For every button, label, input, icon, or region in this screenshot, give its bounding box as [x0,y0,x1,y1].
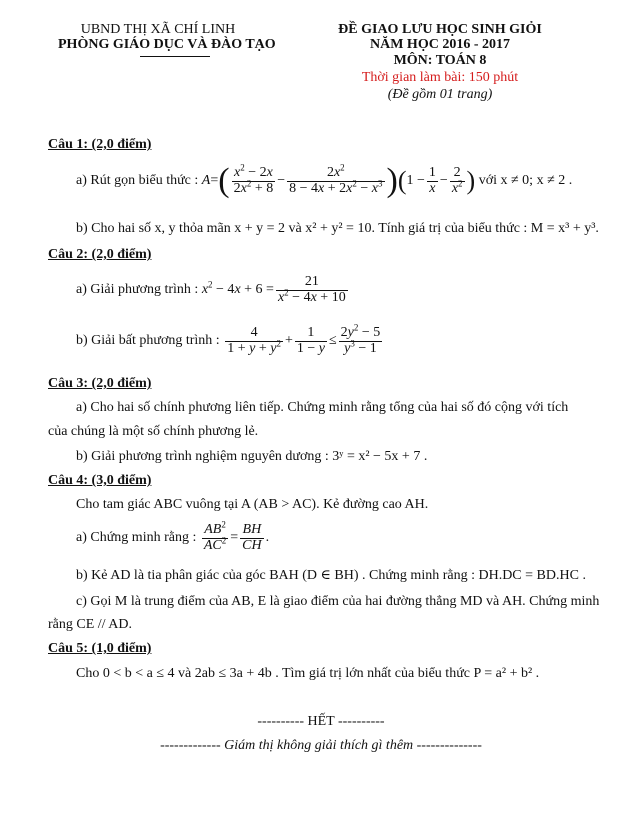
q4-title: Câu 4: (3,0 điểm) [48,473,152,488]
footer-note: ------------- Giám thị không giải thích gì thêm -------------- [160,738,482,753]
q2a [76,275,350,305]
q4a-text: a) Chứng minh rằng : [76,530,200,546]
header-left-divider [140,56,210,57]
header-left-line2: PHÒNG GIÁO DỤC VÀ ĐÀO TẠO [58,37,276,52]
q3a-line1: a) Cho hai số chính phương liên tiếp. Chứng minh rằng tổng của hai số đó cộng với tích [76,400,569,415]
header-subject: MÔN: TOÁN 8 [393,53,487,68]
q1a-expression: A=( $\frac{x^2 - 2x}{2x^2 + 8}$ − $\frac{2x^2}{8 - 4x + 2x^2 - x^3}$ )(1 − $\frac{1}{x}$ − $\frac{2}{x^2}$ ) [201,162,476,199]
q1a-text: a) Rút gọn biểu thức : [76,173,202,188]
header-right-line1: ĐỀ GIAO LƯU HỌC SINH GIỎI [338,22,542,37]
header-left-line1: UBND THỊ XÃ CHÍ LINH [80,22,236,37]
q4c-line1: c) Gọi M là trung điểm của AB, E là giao điểm của hai đường thẳng MD và AH. Chứng minh [76,594,600,609]
q4a [76,519,270,553]
q2b-inequality: $\frac{4}{1 + y + y^2}$ + $\frac{1}{1 - y}$ ≤ $\frac{2y^2 - 5}{y^3 - 1}$ [227,322,381,356]
q5-title: Câu 5: (1,0 điểm) [48,641,152,656]
q1-title: Câu 1: (2,0 điểm) [48,137,152,152]
q4c-line2: rằng CE // AD. [48,617,132,632]
footer-end: ---------- HẾT ---------- [257,714,385,729]
q2b-text: b) Giải bất phương trình : [76,333,224,349]
q3a-line2: của chúng là một số chính phương lẻ. [48,424,259,439]
q3b: b) Giải phương trình nghiệm nguyên dương : 3ʸ = x² − 5x + 7 . [76,449,428,464]
q4b: b) Kẻ AD là tia phân giác của góc BAH (D ∈ BH) . Chứng minh rằng : DH.DC = BD.HC . [76,568,586,583]
header-time: Thời gian làm bài: 150 phút [361,70,519,85]
q1a [76,164,572,198]
q3-title: Câu 3: (2,0 điểm) [48,376,152,391]
header-pages: (Đề gồm 01 trang) [387,87,493,102]
q4a-equation: $\frac{AB^2}{AC^2}$ = $\frac{BH}{CH}$ . [203,519,270,553]
q2-title: Câu 2: (2,0 điểm) [48,247,152,262]
q5-text: Cho 0 < b < a ≤ 4 và 2ab ≤ 3a + 4b . Tìm giá trị lớn nhất của biểu thức P = a² + b² . [76,666,540,681]
q4-intro: Cho tam giác ABC vuông tại A (AB > AC). Kẻ đường cao AH. [76,497,429,512]
q1b: b) Cho hai số x, y thỏa mãn x + y = 2 và x² + y² = 10. Tính giá trị của biểu thức : M = x³ + y³. [76,221,599,236]
q1a-condition: với x ≠ 0; x ≠ 2 . [478,173,573,188]
q2a-equation: $x^2 - 4x + 6$ = $\frac{21}{x^2 - 4x + 10}$ [201,274,346,305]
q2a-text: a) Giải phương trình : [76,282,202,298]
q2b [76,322,384,356]
header-right-line2: NĂM HỌC 2016 - 2017 [370,37,510,52]
